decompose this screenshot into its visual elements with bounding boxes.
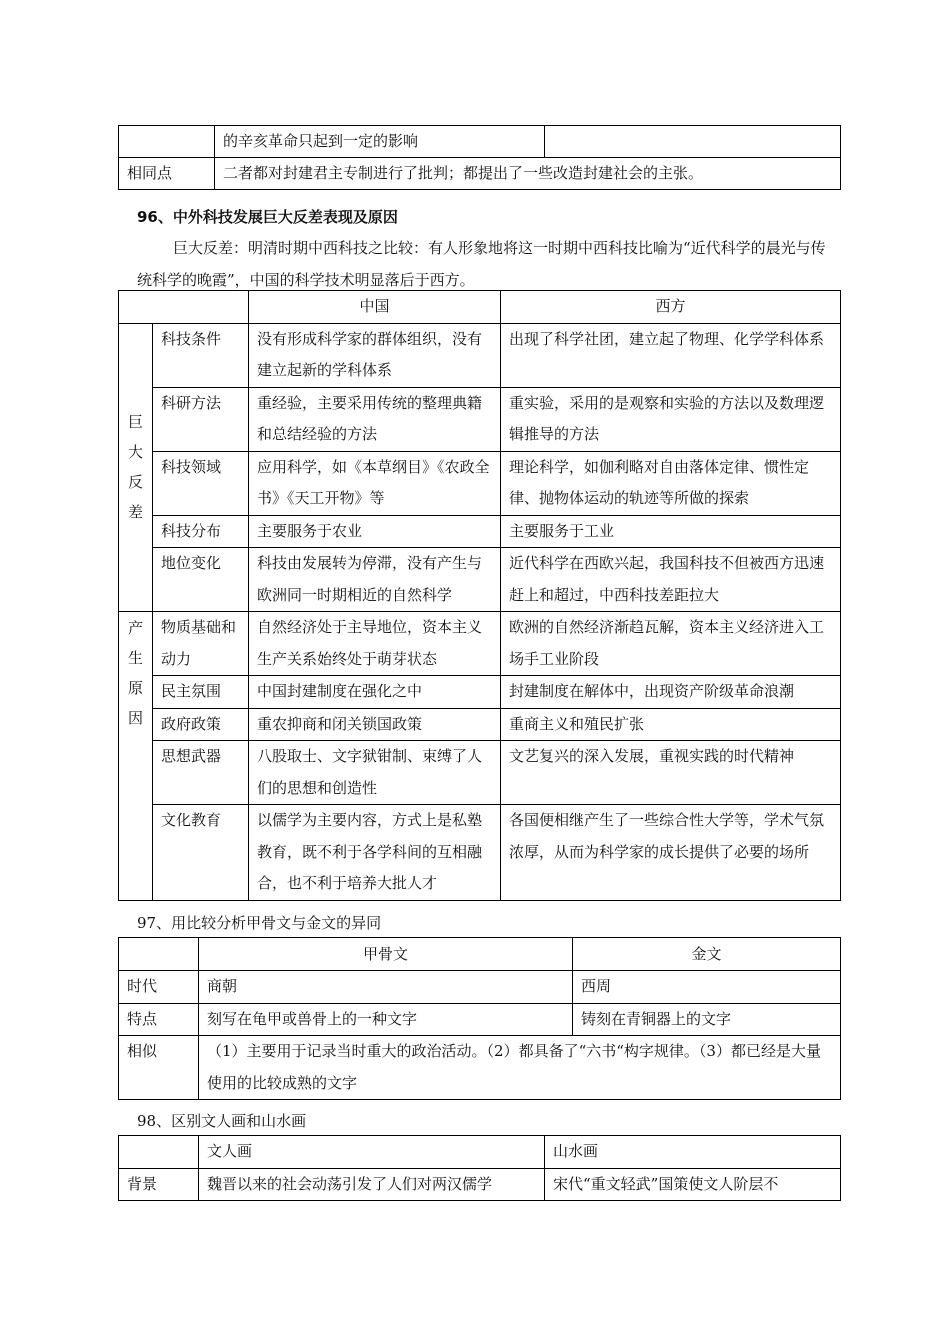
china-cell: 主要服务于农业: [249, 515, 501, 548]
row-label: 政府政策: [153, 708, 249, 741]
china-cell: 八股取士、文字狱钳制、束缚了人们的思想和创造性: [249, 741, 501, 805]
group-label-char: 因: [127, 709, 143, 727]
group-label-char: 原: [127, 679, 143, 697]
table-cell: 宋代“重文轻武”国策使文人阶层不: [545, 1168, 841, 1201]
table-cell: [119, 291, 249, 324]
table-cell: 二者都对封建君主专制进行了批判；都提出了一些改造封建社会的主张。: [215, 158, 841, 190]
group-label-char: 产: [127, 619, 143, 637]
intro-paragraph: 巨大反差：明清时期中西科技之比较：有人形象地将这一时期中西科技比喻为“近代科学的晨光与传统科学的晚霞”，中国的科学技术明显落后于西方。: [137, 239, 826, 289]
row-label: 文化教育: [153, 805, 249, 901]
table-header-row: [119, 938, 841, 971]
west-cell: 欧洲的自然经济渐趋瓦解，资本主义经济进入工场手工业阶段: [501, 612, 841, 676]
west-cell: 出现了科学社团，建立起了物理、化学学科体系: [501, 323, 841, 387]
china-cell: 自然经济处于主导地位，资本主义生产关系始终处于萌芽状态: [249, 612, 501, 676]
group-label-char: 反: [127, 473, 143, 492]
table-row: [119, 708, 841, 741]
table-row: [119, 323, 841, 387]
group-label-char: 大: [127, 443, 143, 462]
table-cell: 铸刻在青铜器上的文字: [573, 1003, 841, 1036]
table-cell: [119, 126, 215, 158]
row-label: 思想武器: [153, 741, 249, 805]
table-cell: 的辛亥革命只起到一定的影响: [215, 126, 545, 158]
table-row: [119, 387, 841, 451]
section-title: 96、中外科技发展巨大反差表现及原因: [137, 208, 398, 226]
row-label: 科研方法: [153, 387, 249, 451]
continuation-table: [118, 125, 841, 190]
table-row: [119, 971, 841, 1004]
group-label: [119, 323, 153, 612]
section-title: 97、用比较分析甲骨文与金文的异同: [137, 914, 382, 932]
china-cell: 应用科学，如《本草纲目》《农政全书》《天工开物》等: [249, 451, 501, 515]
china-cell: 中国封建制度在强化之中: [249, 676, 501, 709]
table-row: [119, 612, 841, 676]
west-cell: 重实验，采用的是观察和实验的方法以及数理逻辑推导的方法: [501, 387, 841, 451]
table-row: [119, 158, 841, 190]
row-label: 物质基础和动力: [153, 612, 249, 676]
table-cell: 西周: [573, 971, 841, 1004]
china-cell: 没有形成科学家的群体组织，没有建立起新的学科体系: [249, 323, 501, 387]
row-label: 民主氛围: [153, 676, 249, 709]
group-label-char: 巨: [127, 413, 143, 432]
row-label: 背景: [119, 1168, 199, 1201]
group-label-char: 差: [127, 503, 143, 522]
row-label: 科技条件: [153, 323, 249, 387]
china-cell: 科技由发展转为停滞，没有产生与欧洲同一时期相近的自然科学: [249, 548, 501, 612]
west-cell: 近代科学在西欧兴起，我国科技不但被西方迅速赶上和超过，中西科技差距拉大: [501, 548, 841, 612]
table-cell: 魏晋以来的社会动荡引发了人们对两汉儒学: [199, 1168, 545, 1201]
table-cell: （1）主要用于记录当时重大的政治活动。（2）都具备了“六书“构字规律。（3）都已经是大量使用的比较成熟的文字: [199, 1036, 841, 1100]
row-label: 相同点: [119, 158, 215, 190]
group-label-char: 生: [127, 649, 143, 667]
header-shanshuihua: 山水画: [545, 1136, 841, 1169]
table-row: [119, 1003, 841, 1036]
west-cell: 封建制度在解体中，出现资产阶级革命浪潮: [501, 676, 841, 709]
table-row: [119, 1168, 841, 1201]
comparison-table: [118, 290, 841, 901]
row-label: 相似: [119, 1036, 199, 1100]
china-cell: 重农抑商和闭关锁国政策: [249, 708, 501, 741]
table-row: [119, 451, 841, 515]
west-cell: 理论科学，如伽利略对自由落体定律、惯性定律、抛物体运动的轨迹等所做的探索: [501, 451, 841, 515]
table-row: [119, 676, 841, 709]
table-cell: 刻写在龟甲或兽骨上的一种文字: [199, 1003, 573, 1036]
section-title: 98、区别文人画和山水画: [137, 1112, 307, 1130]
comparison-table: [118, 937, 841, 1100]
table-header-row: [119, 291, 841, 324]
header-west: 西方: [501, 291, 841, 324]
comparison-table: [118, 1135, 841, 1201]
row-label: 科技分布: [153, 515, 249, 548]
header-wenrenhua: 文人画: [199, 1136, 545, 1169]
china-cell: 以儒学为主要内容，方式上是私塾教育，既不利于各学科间的互相融合，也不利于培养大批人才: [249, 805, 501, 901]
table-header-row: [119, 1136, 841, 1169]
table-row: [119, 548, 841, 612]
table-row: [119, 515, 841, 548]
row-label: 特点: [119, 1003, 199, 1036]
row-label: 时代: [119, 971, 199, 1004]
header-jinwen: 金文: [573, 938, 841, 971]
table-row: [119, 741, 841, 805]
table-cell: [119, 1136, 199, 1169]
header-jiaguwen: 甲骨文: [199, 938, 573, 971]
row-label: 地位变化: [153, 548, 249, 612]
table-row: [119, 126, 841, 158]
west-cell: 各国便相继产生了一些综合性大学等，学术气氛浓厚，从而为科学家的成长提供了必要的场所: [501, 805, 841, 901]
table-cell: [119, 938, 199, 971]
row-label: 科技领域: [153, 451, 249, 515]
table-row: [119, 1036, 841, 1100]
china-cell: 重经验，主要采用传统的整理典籍和总结经验的方法: [249, 387, 501, 451]
west-cell: 文艺复兴的深入发展，重视实践的时代精神: [501, 741, 841, 805]
west-cell: 重商主义和殖民扩张: [501, 708, 841, 741]
table-cell: 商朝: [199, 971, 573, 1004]
table-cell: [545, 126, 841, 158]
west-cell: 主要服务于工业: [501, 515, 841, 548]
header-china: 中国: [249, 291, 501, 324]
table-row: [119, 805, 841, 901]
group-label: [119, 612, 153, 901]
